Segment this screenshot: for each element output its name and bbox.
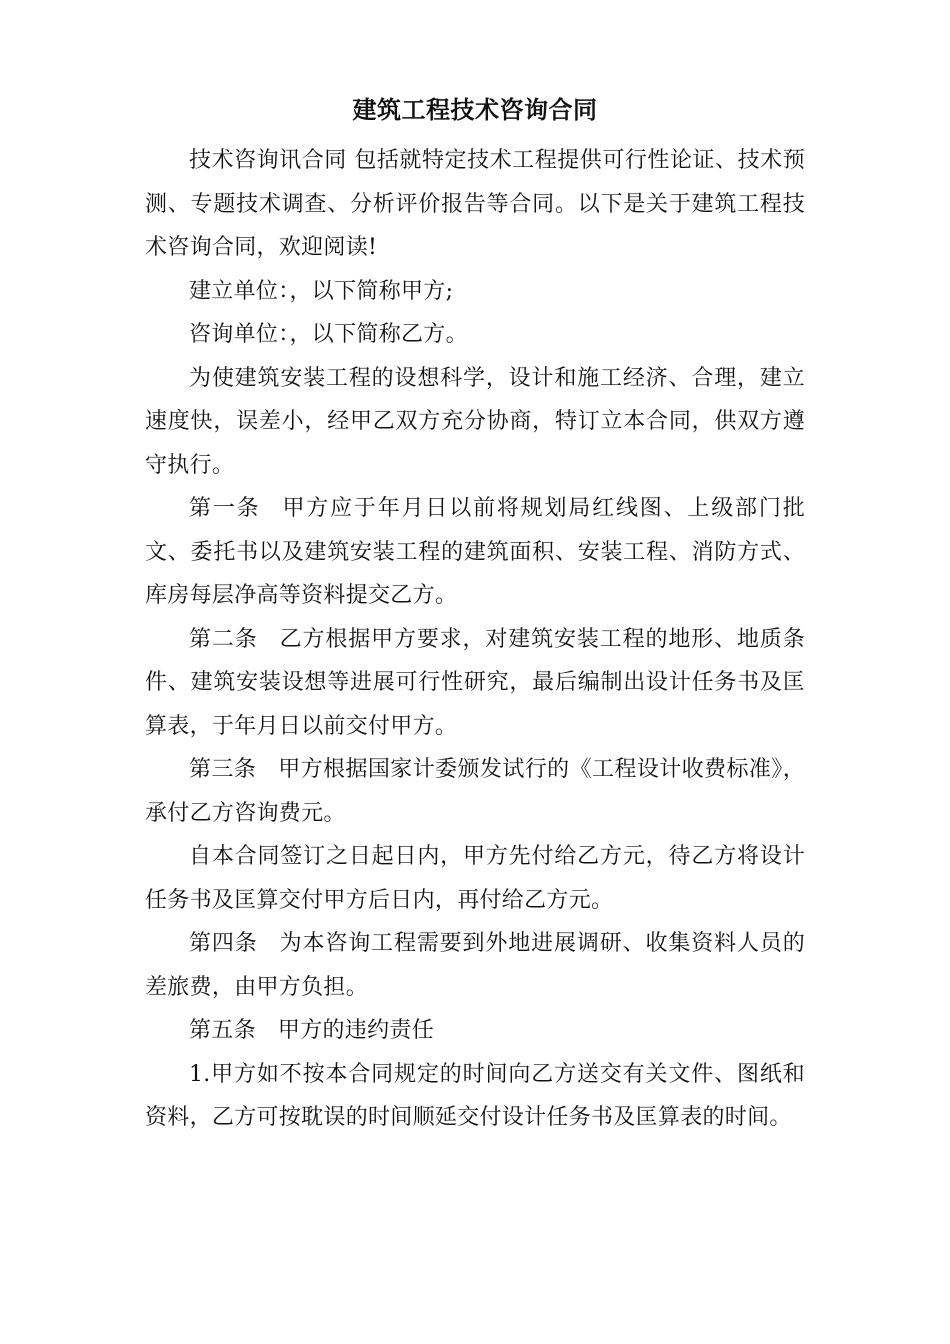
- paragraph-text: 为使建筑安装工程的设想科学，设计和施工经济、合理，建立速度快，误差小，经甲乙双方充分协商，特订立本合同，供双方遵守执行。: [145, 365, 805, 478]
- paragraph-text: 建立单位：，以下简称甲方;: [189, 278, 454, 304]
- article-label: 第一条: [189, 496, 261, 521]
- article-4: [145, 922, 805, 1009]
- article-label: 第四条: [189, 931, 258, 956]
- article-text: 为本咨询工程需要到外地进展调研、收集资料人员的差旅费，由甲方负担。: [145, 931, 805, 1000]
- clause-1: [145, 1053, 805, 1140]
- article-5: [145, 1009, 805, 1053]
- paragraph-party-b: [145, 313, 805, 357]
- paragraph-purpose: [145, 357, 805, 488]
- paragraph-party-a: [145, 270, 805, 314]
- article-label: 第五条: [189, 1018, 256, 1043]
- article-text: 乙方根据甲方要求，对建筑安装工程的地形、地质条件、建筑安装设想等进展可行性研究，最后编制出设计任务书及匡算表，于年月日以前交付甲方。: [145, 626, 805, 739]
- article-1: [145, 487, 805, 618]
- paragraph-payment: [145, 835, 805, 922]
- article-3: [145, 748, 805, 835]
- paragraph-text: 1.甲方如不按本合同规定的时间向乙方送交有关文件、图纸和资料，乙方可按耽误的时间顺延交付设计任务书及匡算表的时间。: [145, 1061, 805, 1130]
- paragraph-intro: [145, 139, 805, 270]
- paragraph-text: 自本合同签订之日起日内，甲方先付给乙方元，待乙方将设计任务书及匡算交付甲方后日内，再付给乙方元。: [145, 844, 805, 913]
- article-label: 第二条: [189, 626, 258, 652]
- article-text: 甲方的违约责任: [277, 1018, 435, 1043]
- paragraph-text: 咨询单位：，以下简称乙方。: [189, 322, 468, 347]
- document-body: [145, 139, 805, 1140]
- article-2: [145, 618, 805, 749]
- article-text: 甲方应于年月日以前将规划局红线图、上级部门批文、委托书以及建筑安装工程的建筑面积、安装工程、消防方式、库房每层净高等资料提交乙方。: [145, 496, 805, 608]
- paragraph-text: 技术咨询讯合同 包括就特定技术工程提供可行性论证、技术预测、专题技术调查、分析评价报告等合同。以下是关于建筑工程技术咨询合同，欢迎阅读!: [145, 148, 805, 260]
- article-label: 第三条: [189, 757, 257, 782]
- article-text: 甲方根据国家计委颁发试行的《工程设计收费标准》，承付乙方咨询费元。: [145, 757, 805, 826]
- document-title: 建筑工程技术咨询合同: [352, 95, 598, 124]
